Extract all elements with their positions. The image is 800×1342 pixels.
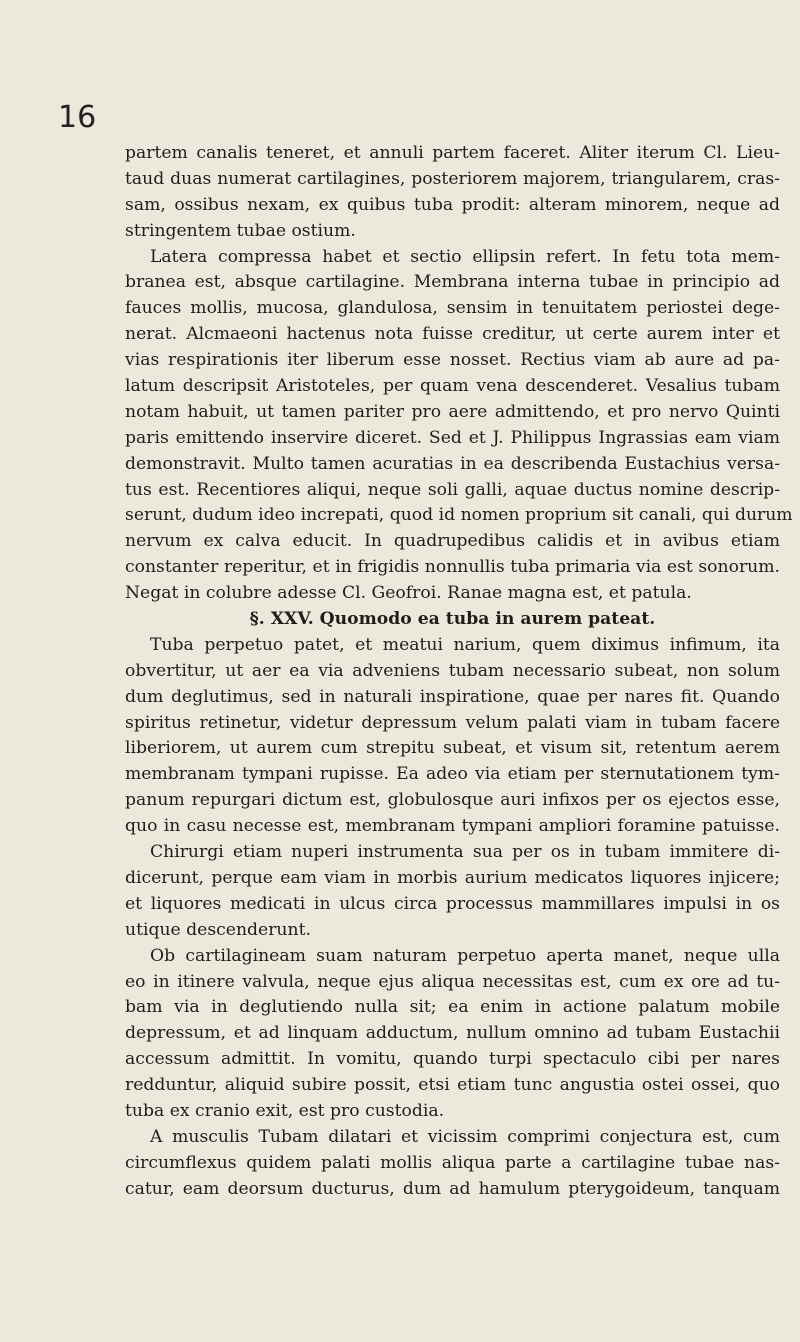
text-line: Tuba perpetuo patet, et meatui narium, quem diximus infimum, ita bbox=[150, 634, 780, 655]
text-line: et liquores medicati in ulcus circa processus mammillares impulsi in os bbox=[125, 893, 780, 914]
text-line: Ob cartilagineam suam naturam perpetuo aperta manet, neque ulla bbox=[150, 945, 780, 966]
text-line: taud duas numerat cartilagines, posteriorem majorem, triangularem, cras- bbox=[125, 168, 780, 189]
text-line: partem canalis teneret, et annuli partem faceret. Aliter iterum Cl. Lieu- bbox=[125, 143, 780, 163]
text-line: constanter reperitur, et in frigidis nonnullis tuba primaria via est sonorum. bbox=[125, 557, 780, 578]
text-line: nerat. Alcmaeoni hactenus nota fuisse creditur, ut certe aurem inter et bbox=[125, 324, 780, 345]
page-body bbox=[125, 141, 793, 1203]
text-line: demonstravit. Multo tamen acuratias in ea describenda Eustachius versa- bbox=[125, 453, 780, 474]
text-line: eo in itinere valvula, neque ejus aliqua necessitas est, cum ex ore ad tu- bbox=[125, 971, 780, 992]
text-line: tuba ex cranio exit, est pro custodia. bbox=[125, 1100, 445, 1121]
text-line: latum descripsit Aristoteles, per quam vena descenderet. Vesalius tubam bbox=[125, 376, 780, 397]
text-line: Latera compressa habet et sectio ellipsin refert. In fetu tota mem- bbox=[150, 246, 780, 267]
text-line: bam via in deglutiendo nulla sit; ea enim in actione palatum mobile bbox=[125, 997, 780, 1018]
text-line: vias respirationis iter liberum esse nosset. Rectius viam ab aure ad pa- bbox=[125, 350, 780, 371]
text-line: accessum admittit. In vomitu, quando turpi spectaculo cibi per nares bbox=[125, 1049, 780, 1070]
text-line: notam habuit, ut tamen pariter pro aere admittendo, et pro nervo Quinti bbox=[125, 401, 780, 422]
text-line: serunt, dudum ideo increpati, quod id nomen proprium sit canali, qui durum bbox=[125, 505, 793, 526]
text-line: tus est. Recentiores aliqui, neque soli galli, aquae ductus nomine descrip- bbox=[125, 479, 780, 500]
text-line: redduntur, aliquid subire possit, etsi etiam tunc angustia ostei ossei, quo bbox=[125, 1075, 780, 1096]
text-line: paris emittendo inservire diceret. Sed et J. Philippus Ingrassias eam viam bbox=[125, 427, 780, 448]
text-line: panum repurgari dictum est, globulosque auri infixos per os ejectos esse, bbox=[125, 790, 780, 811]
section-heading: §. XXV. Quomodo ea tuba in aurem pateat. bbox=[249, 609, 656, 630]
text-line: stringentem tubae ostium. bbox=[125, 220, 356, 241]
text-line: branea est, absque cartilagine. Membrana interna tubae in principio ad bbox=[125, 272, 780, 293]
text-line: dum deglutimus, sed in naturali inspiratione, quae per nares fit. Quando bbox=[125, 686, 780, 707]
text-line: quo in casu necesse est, membranam tympani ampliori foramine patuisse. bbox=[125, 816, 780, 837]
text-line: membranam tympani rupisse. Ea adeo via etiam per sternutationem tym- bbox=[125, 764, 780, 785]
text-line: fauces mollis, mucosa, glandulosa, sensim in tenuitatem periostei dege- bbox=[125, 298, 780, 319]
text-line: catur, eam deorsum ducturus, dum ad hamulum pterygoideum, tanquam bbox=[125, 1178, 780, 1199]
text-line: spiritus retinetur, videtur depressum velum palati viam in tubam facere bbox=[125, 712, 780, 733]
page-number: 16 bbox=[58, 100, 97, 135]
text-line: dicerunt, perque eam viam in morbis aurium medicatos liquores injicere; bbox=[125, 867, 780, 888]
text-line: liberiorem, ut aurem cum strepitu subeat, et visum sit, retentum aerem bbox=[125, 738, 780, 759]
paragraphs-before-heading bbox=[125, 141, 793, 607]
text-line: depressum, et ad linquam adductum, nullum omnino ad tubam Eustachii bbox=[125, 1023, 780, 1044]
paragraphs-after-heading bbox=[125, 633, 780, 1203]
text-line: Negat in colubre adesse Cl. Geofroi. Ranae magna est, et patula. bbox=[125, 583, 692, 604]
text-line: utique descenderunt. bbox=[125, 919, 311, 940]
text-line: circumflexus quidem palati mollis aliqua parte a cartilagine tubae nas- bbox=[125, 1152, 780, 1173]
text-line: Chirurgi etiam nuperi instrumenta sua per os in tubam immitere di- bbox=[150, 842, 780, 863]
text-line: nervum ex calva educit. In quadrupedibus calidis et in avibus etiam bbox=[125, 531, 780, 552]
text-line: obvertitur, ut aer ea via adveniens tubam necessario subeat, non solum bbox=[125, 660, 780, 681]
text-line: A musculis Tubam dilatari et vicissim comprimi conjectura est, cum bbox=[150, 1126, 780, 1147]
text-line: sam, ossibus nexam, ex quibus tuba prodit: alteram minorem, neque ad bbox=[125, 194, 780, 215]
